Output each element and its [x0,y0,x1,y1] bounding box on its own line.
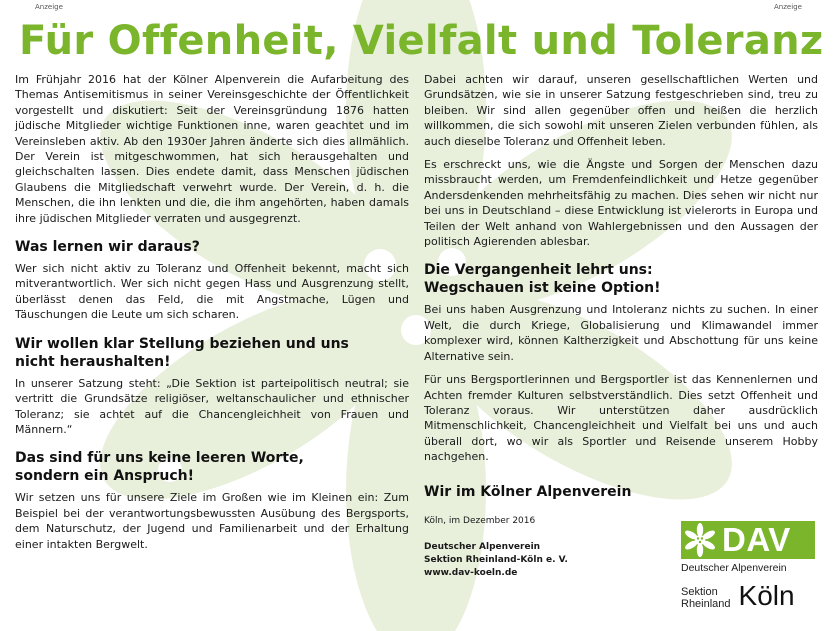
values-paragraph: Dabei achten wir darauf, unseren gesellschaftlichen Werten und Grundsätzen, wie sie in unserer Satzung festgeschrieben sind, treu zu bleiben. Wir sind allen gegenüber offen und heißen die herzlich willkommen, die sich sowohl mit unseren Zielen verbunden fühlen, als auch dieselbe Toleranz und Offenheit leben. [424,73,818,148]
dav-logo-abbr: DAV [722,521,791,558]
dav-logo-city: Köln [738,580,795,611]
concerns-paragraph: Es erschreckt uns, wie die Ängste und Sorgen der Menschen dazu missbraucht werden, um Fremdenfeindlichkeit und Hetze gegenüber Andersdenkenden mehrheitsfähig zu machen. Dies sehen wir nicht nur bei uns in Deutschland – diese Entwicklung ist vielerorts in Europa und Teilen der Welt anhand von Wahlergebnissen und den Aussagen der politisch Agierenden ablesbar. [424,158,818,249]
website-link[interactable]: www.dav-koeln.de [424,568,518,579]
org-line-1: Deutscher Alpenverein [424,542,541,553]
dav-logo-name: Deutscher Alpenverein [681,562,787,574]
dav-logo-sektion [681,582,817,610]
section-heading-past-line2: Wegschauen ist keine Option! [424,280,661,297]
statute-paragraph: In unserer Satzung steht: „Die Sektion ist parteipolitisch neutral; sie vertritt die Grundsätze religiöser, weltanschaulicher und ethnischer Toleranz; sie achtet auf die Chancengleichheit von Frauen und Männern.“ [15,376,409,436]
dav-logo-sektion-text [681,586,731,610]
signature-title: Wir im Kölner Alpenverein [424,483,632,500]
dav-logo-box [681,521,815,559]
section-heading-position-line2: nicht heraushalten! [15,353,171,370]
right-column [424,72,818,580]
dav-logo-sektion-line2: Rheinland [681,598,731,610]
section-heading-claim [15,449,409,485]
section-heading-claim-line2: sondern ein Anspruch! [15,468,194,485]
section-heading-past-line1: Die Vergangenheit lehrt uns: [424,262,653,279]
ad-label-left: Anzeige [35,3,63,11]
headline: Für Offenheit, Vielfalt und Toleranz [19,18,824,64]
dav-logo-sektion-line1: Sektion [681,586,718,598]
section-heading-lessons [15,238,409,256]
left-column [15,72,409,560]
intolerance-paragraph: Bei uns haben Ausgrenzung und Intoleranz nichts zu suchen. In einer Welt, die durch Kriege, Globalisierung und Klimawandel immer komplexer wird, können Kaltherzigkeit und Abschottung für uns keine Alternative sein. [424,303,818,363]
lessons-paragraph: Wer sich nicht aktiv zu Toleranz und Offenheit bekennt, macht sich mitverantwortlich. Wer sich nicht gegen Hass und Ausgrenzung stellt, überlässt denen das Feld, die mit Angstmache, Lügen und Täuschungen die Leute um sich scharen. [15,262,409,322]
dav-logo [681,521,817,610]
intro-paragraph: Im Frühjahr 2016 hat der Kölner Alpenverein die Aufarbeitung des Themas Antisemitismus in seiner Vereinsgeschichte der Öffentlichkeit vorgestellt und diskutiert: Seit der Vereinsgründung 1876 hatten jüdische Mitglieder wichtige Funktionen inne, waren geachtet und im Vereinsleben aktiv. Ab den 1930er Jahren änderte sich dies allmählich. Der Verein ist mitgeschwommen, hat sich herausgehalten und gleichschalten lassen. Dies endete damit, dass Menschen jüdischen Glaubens die Mitgliedschaft verwehrt wurde. Der Verein, d. h. die Menschen, die ihn lenkten und die, die ihm angehörten, haben damals ihre jüdischen Mitglieder verraten und ausgegrenzt. [15,73,409,225]
section-heading-claim-line1: Das sind für uns keine leeren Worte, [15,450,304,467]
goals-paragraph: Wir setzen uns für unsere Ziele im Großen wie im Kleinen ein: Zum Beispiel bei der verantwortungsbewussten Ausübung des Bergsports, dem Naturschutz, der Jugend und Familienarbeit und der Erhaltung einer intakten Bergwelt. [15,491,409,551]
org-line-2: Sektion Rheinland-Köln e. V. [424,555,568,566]
date-line: Köln, im Dezember 2016 [424,515,536,526]
cultures-paragraph: Für uns Bergsportlerinnen und Bergsportler ist das Kennenlernen und Achten fremder Kulturen selbstverständlich. Dies setzt Offenheit und Toleranz voraus. Wir unterstützen daher ausdrücklich Mitmenschlichkeit, Chancengleichheit und Vielfalt bei uns und auch überall dort, wo wir als Sportler und Reisende unserem Hobby nachgehen. [424,373,818,464]
section-heading-position [15,335,409,371]
section-heading-past [424,261,818,297]
edelweiss-icon [681,521,719,559]
section-heading-lessons-text: Was lernen wir daraus? [15,239,200,256]
ad-label-right: Anzeige [774,3,802,11]
section-heading-position-line1: Wir wollen klar Stellung beziehen und uns [15,335,349,352]
